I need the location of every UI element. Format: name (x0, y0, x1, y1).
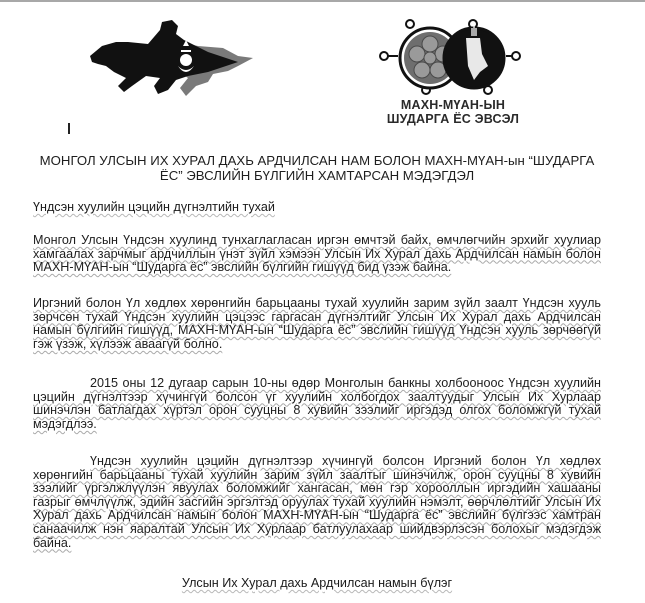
paragraph-3 (33, 377, 601, 431)
text-cursor (68, 123, 70, 134)
paragraph-2-text: Иргэний болон Үл хөдлөх хөрөнгийн барьцааны тухай хуулийн зарим зүйл заалт Үндсэн хууль зөрчсөн тухай Үндсэн хуулийн цэцээс гаргасан дүгнэлтийг Улсын Их Хурал дахь Ардчилсан намын бүлгийн гишүүд, МАХН-МҮАН-ын “Шударга ёс” эвслийн гишүүд Үндсэн хууль зөрчөөгүй гэж үзэж, хүлээж аваагүй болно. (33, 296, 601, 351)
justice-coalition-logo (368, 14, 538, 124)
logo-caption-line2: ШУДАРГА ЁС ЭВСЭЛ (386, 112, 520, 126)
signature-line (33, 576, 601, 590)
document-title: МОНГОЛ УЛСЫН ИХ ХУРАЛ ДАХЬ АРДЧИЛСАН НАМ БОЛОН МАХН-МҮАН-ын “ШУДАРГА ЁС” ЭВСЛИЙН БҮЛГИЙН ХАМТАРСАН МЭДЭГДЭЛ (39, 153, 595, 183)
paragraph-1-text: Монгол Улсын Үндсэн хуулинд тунхаглагласан иргэн өмчтэй байх, өмчлөгчийн эрхийг хуулиар хамгаалах зарчмыг ардчиллын үнэт зүйл хэмээн Улсын Их Хурал дахь Ардчилсан намын болон МАХН-МҮАН-ын “Шударга ёс” эвслийн бүлгийн гишүүд бид үзэж байна. (33, 233, 601, 275)
paragraph-3-text: 2015 оны 12 дугаар сарын 10-ны өдөр Монголын банкны холбооноос Үндсэн хуулийн цэцийн дүгнэлтээр хүчингүй болсон үг хуулийн холбогдох заалтуудыг Улсын Их Хурлаар шинэчлэн батлагдах хүртэл орон сууцны 8 хувийн зээлийг иргэдэд олгох боломжгүй тухай мэдэгдлээ. (33, 376, 601, 431)
horseman-emblem-icon (88, 16, 254, 98)
subheading-text: Үндсэн хуулийн цэцийн дүгнэлтийн тухай (33, 200, 275, 214)
paragraph-4-text: Үндсэн хуулийн цэцийн дүгнэлтээр хүчингүй болсон Иргэний болон Үл хөдлөх хөрөнгийн барьцааны тухай хуулийн зарим зүйл заалтыг шинэчилж, орон сууцны 8 хувийн зээлийг үргэлжлүүлэн явуулах боломжийг хангасан, мөн гэр хорооллын иргэдийн хашааны газрыг өмчлүүлж, эдийн засгийн эргэлтэд оруулах тухай хуулийн нэмэлт, өөрчлөлтийг Улсын Их Хурал дахь Ардчилсан намын болон МАХН-МҮАН-ын “Шударга ёс” эвслийн бүлгээс хамтран санаачилж нэн яаралтай Улсын Их Хурлаар батлуулахаар шийдвэрлэсэн болохыг мэдэгдэж байна. (33, 454, 601, 550)
coalition-emblem-icon (368, 14, 538, 96)
window-top-border (0, 0, 645, 2)
democratic-party-logo (88, 16, 254, 98)
signature-text: Улсын Их Хурал дахь Ардчилсан намын бүлэг (181, 576, 453, 590)
paragraph-4 (33, 455, 601, 550)
paragraph-1 (33, 234, 601, 275)
paragraph-2 (33, 297, 601, 351)
document-subheading (33, 200, 275, 215)
logo-caption-line1: МАХН-МҮАН-ЫН (400, 98, 506, 112)
